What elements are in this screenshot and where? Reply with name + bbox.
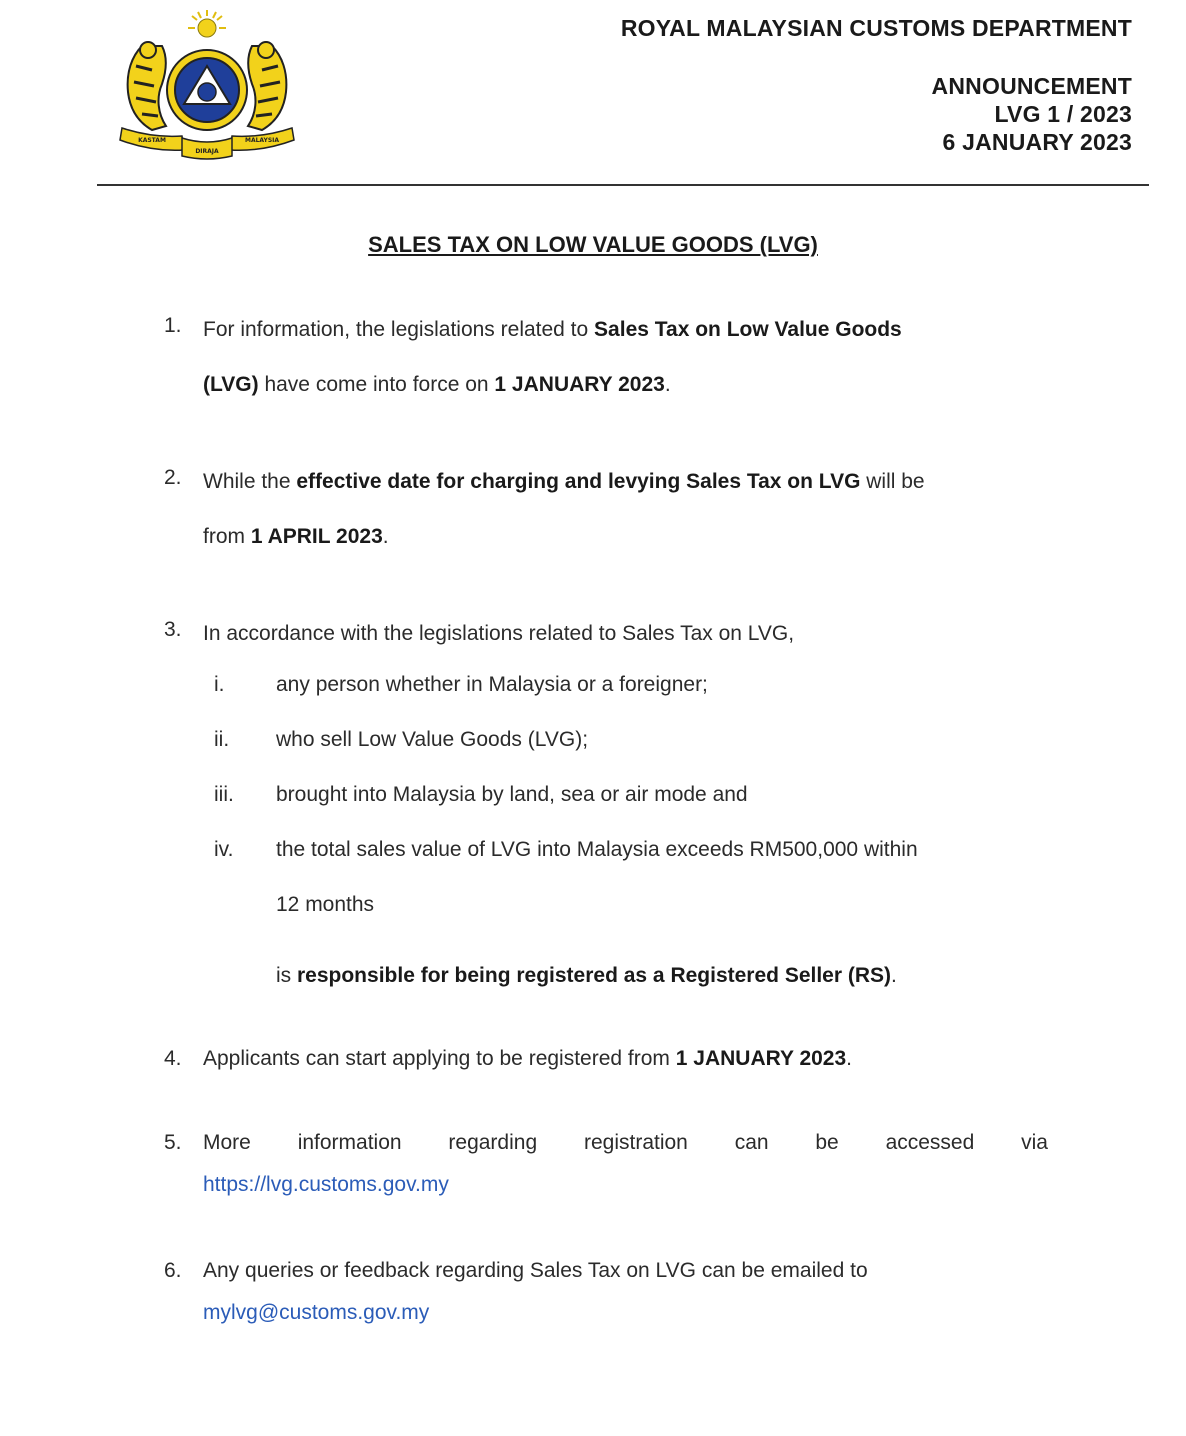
bold-text: responsible for being registered as a Registered Seller (RS) — [297, 964, 892, 987]
right-tiger-icon — [248, 42, 286, 130]
sun-icon — [188, 10, 226, 37]
paragraph-number: 5. — [164, 1131, 182, 1154]
bold-date: 1 JANUARY 2023 — [675, 1047, 847, 1070]
text: Applicants can start applying to be registered from — [203, 1047, 676, 1070]
registration-link[interactable]: https://lvg.customs.gov.my — [203, 1173, 449, 1196]
word: information — [297, 1131, 402, 1154]
list-item-text: any person whether in Malaysia or a foreigner; — [276, 673, 708, 696]
text: . — [664, 373, 671, 396]
crest-banner-right-text: MALAYSIA — [244, 137, 280, 144]
bold-date: 1 APRIL 2023 — [250, 525, 383, 548]
crest-banner-left-text: KASTAM — [138, 137, 166, 144]
shield-emblem-icon — [167, 50, 247, 130]
left-tiger-icon — [128, 42, 166, 130]
list-item-text: 12 months — [276, 893, 375, 916]
bold-date: 1 JANUARY 2023 — [494, 373, 665, 396]
paragraph-number: 1. — [164, 314, 182, 337]
justified-line — [203, 1131, 1048, 1155]
list-marker: iii. — [214, 783, 234, 806]
text: will be — [860, 470, 925, 493]
text: Any queries or feedback regarding Sales Tax on LVG can be emailed to — [203, 1259, 868, 1282]
list-marker: ii. — [214, 728, 230, 751]
reference-number: LVG 1 / 2023 — [994, 101, 1132, 127]
crest-banner-center-text: DIRAJA — [195, 148, 219, 155]
email-link[interactable]: mylvg@customs.gov.my — [203, 1301, 430, 1324]
customs-crest-logo — [112, 6, 302, 164]
paragraph-number: 3. — [164, 618, 182, 641]
list-marker: i. — [214, 673, 225, 696]
department-name: ROYAL MALAYSIAN CUSTOMS DEPARTMENT — [620, 15, 1132, 41]
page-title: SALES TAX ON LOW VALUE GOODS (LVG) — [368, 232, 818, 257]
list-item-text: who sell Low Value Goods (LVG); — [276, 728, 589, 751]
paragraph-number: 6. — [164, 1259, 182, 1282]
word: regarding — [448, 1131, 538, 1154]
word: registration — [583, 1131, 688, 1154]
text: While the — [203, 470, 297, 493]
header-divider — [97, 184, 1149, 186]
text: from — [203, 525, 251, 548]
word: via — [1021, 1131, 1048, 1154]
announcement-date: 6 JANUARY 2023 — [942, 129, 1132, 155]
word: be — [815, 1131, 839, 1154]
list-item-text: brought into Malaysia by land, sea or air mode and — [276, 783, 748, 806]
text: have come into force on — [258, 373, 495, 396]
paragraph-number: 2. — [164, 466, 182, 489]
bold-text: effective date for charging and levying Sales Tax on LVG — [296, 470, 861, 493]
word: accessed — [885, 1131, 975, 1154]
paragraph-intro: In accordance with the legislations related to Sales Tax on LVG, — [203, 622, 795, 645]
word: More — [203, 1131, 251, 1154]
crest-banner — [120, 128, 294, 159]
text: is — [276, 964, 297, 987]
list-item-text: the total sales value of LVG into Malaysia exceeds RM500,000 within — [276, 838, 918, 861]
list-marker: iv. — [214, 838, 234, 861]
bold-text: (LVG) — [203, 373, 259, 396]
document-header — [621, 14, 1132, 156]
paragraph-number: 4. — [164, 1047, 182, 1070]
text: . — [891, 964, 897, 987]
text: For information, the legislations related to — [203, 318, 595, 341]
doc-type: ANNOUNCEMENT — [931, 73, 1132, 99]
bold-text: Sales Tax on Low Value Goods — [594, 318, 902, 341]
text: . — [382, 525, 389, 548]
text: . — [846, 1047, 853, 1070]
word: can — [734, 1131, 769, 1154]
